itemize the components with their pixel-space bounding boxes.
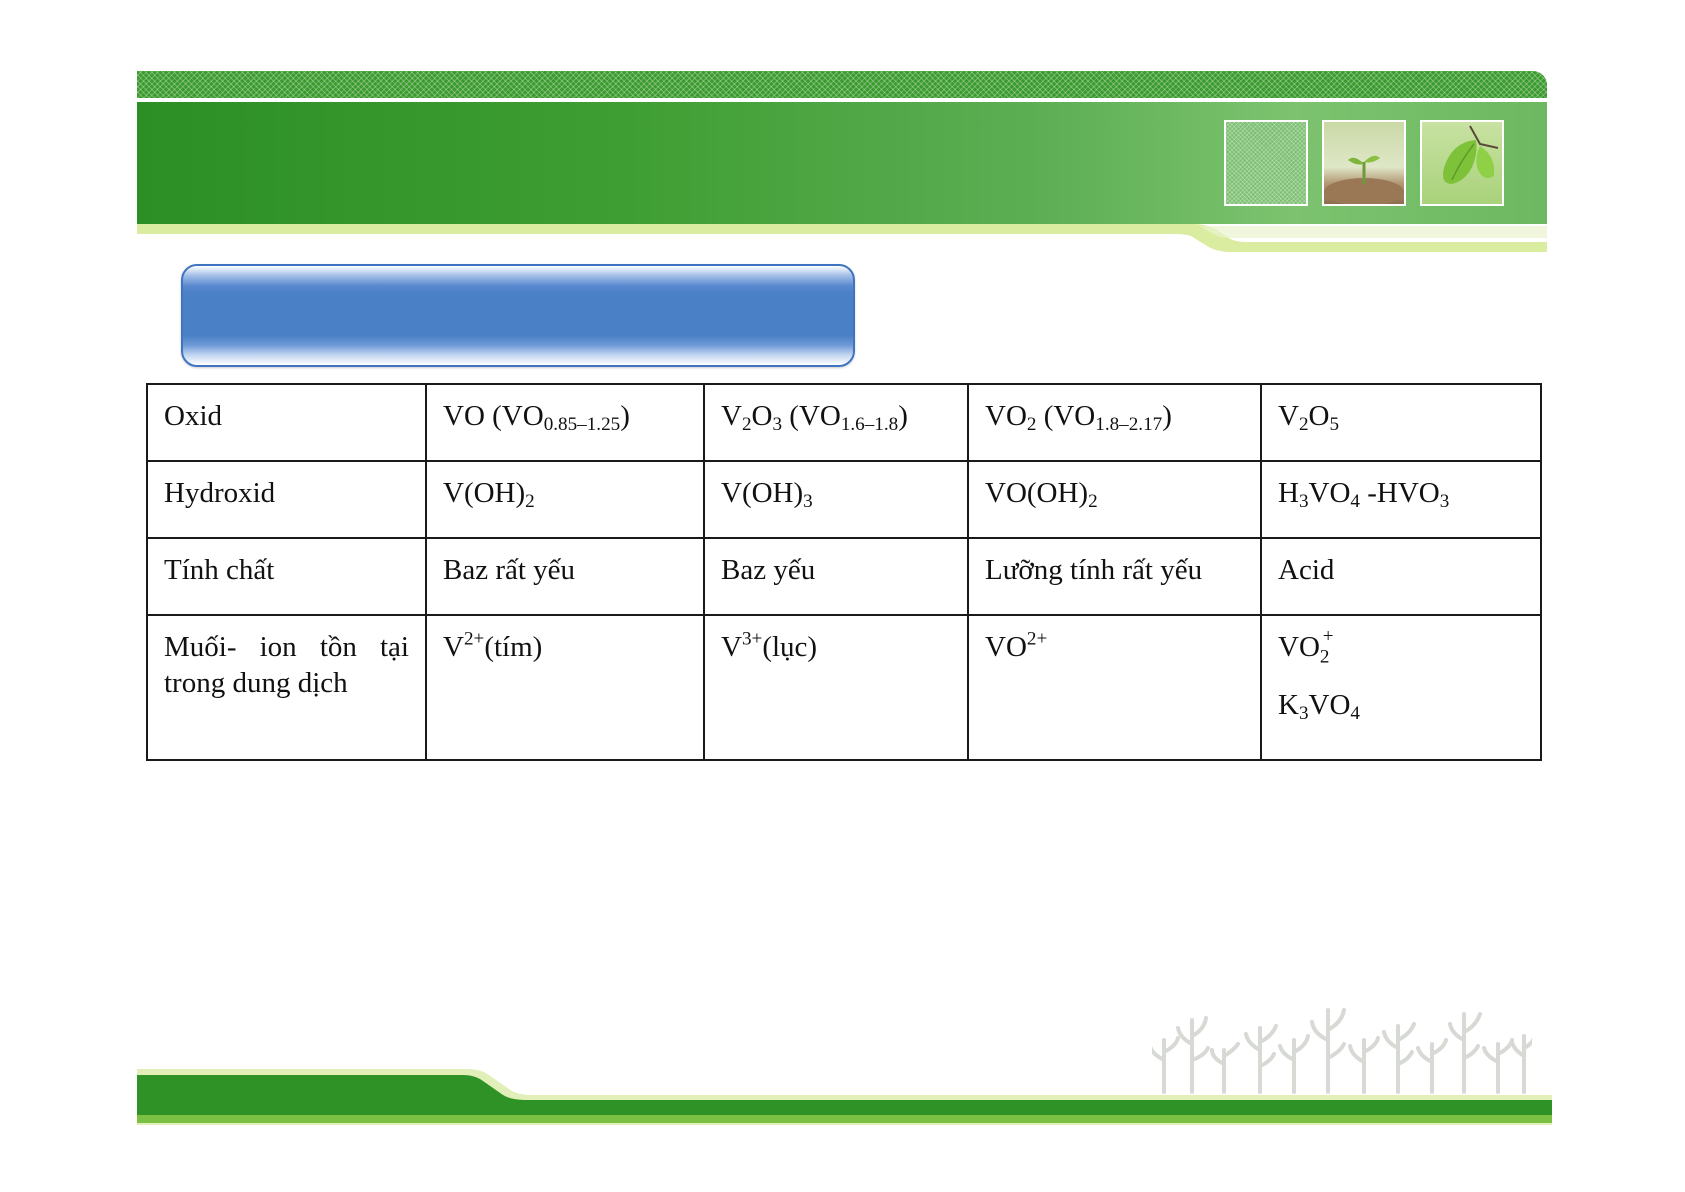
table-row (147, 615, 1541, 760)
table-cell: Baz rất yếu (426, 538, 704, 615)
header-thumbnail-leaf (1420, 120, 1504, 206)
table-cell: $V(OH)_2$ (426, 461, 704, 538)
header-accent-strip (137, 224, 1547, 252)
row-label-muoi-ion: Muối- ion tồn tại trong dung dịch (147, 615, 426, 760)
seedling-icon (1324, 122, 1404, 204)
table-cell: Baz yếu (704, 538, 968, 615)
row-label-oxid: Oxid (147, 384, 426, 461)
header-patterned-strip (137, 71, 1547, 98)
table-cell: $VO(OH)_2$ (968, 461, 1261, 538)
table-cell: $VO_2$ $(VO_{1.8-2.17})$ (968, 384, 1261, 461)
leaf-icon (1422, 122, 1502, 204)
row-label-hydroxid: Hydroxid (147, 461, 426, 538)
footer-band (137, 1065, 1552, 1125)
table-cell: $V^{2+}(tím)$ (426, 615, 704, 760)
row-label-tinh-chat: Tính chất (147, 538, 426, 615)
table-cell: $V^{3+}(lục)$ (704, 615, 968, 760)
table-cell: $VO_2^+$ $K_3VO_4$ (1261, 615, 1541, 760)
table-row (147, 538, 1541, 615)
table-cell: $H_3VO_4$ $-HVO_3$ (1261, 461, 1541, 538)
table-row (147, 384, 1541, 461)
table-cell: $V(OH)_3$ (704, 461, 968, 538)
table-row (147, 461, 1541, 538)
vanadium-oxide-table (146, 383, 1542, 761)
header-thumbnail-pattern (1224, 120, 1308, 206)
header-thumbnail-seedling (1322, 120, 1406, 206)
section-title-bar (181, 264, 855, 367)
table-cell: VO $(VO_{0.85-1.25})$ (426, 384, 704, 461)
table-cell: $V_2O_3$ $(VO_{1.6-1.8})$ (704, 384, 968, 461)
table-cell: $VO^{2+}$ (968, 615, 1261, 760)
table-cell: Acid (1261, 538, 1541, 615)
table-cell: Lưỡng tính rất yếu (968, 538, 1261, 615)
table-cell: $V_2O_5$ (1261, 384, 1541, 461)
